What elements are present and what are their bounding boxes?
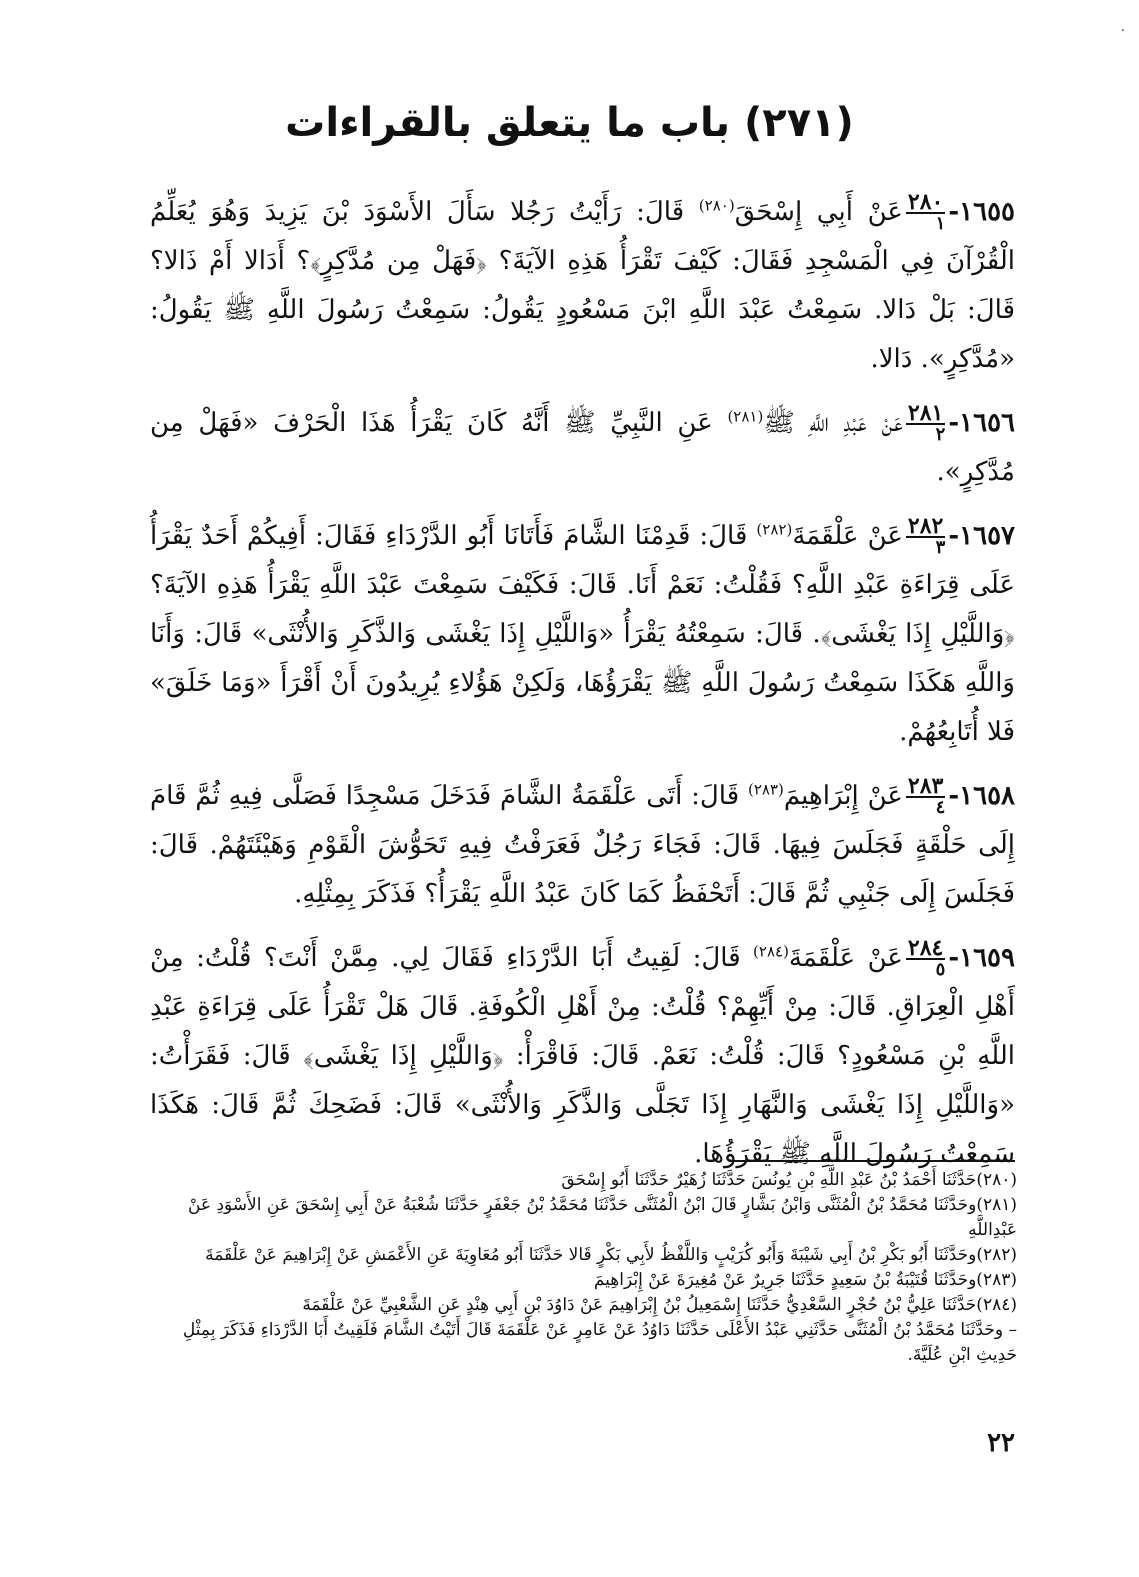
edge-mark: ٠	[1119, 22, 1127, 38]
ref-denominator: ١	[935, 213, 946, 234]
ref-numerator: ٢٨٤	[907, 935, 944, 961]
hadith-ref-fraction	[906, 513, 946, 558]
footnote-marker: (٢٨٢)	[756, 520, 793, 539]
hadith-ref-fraction	[906, 773, 946, 818]
footnote-marker: (٢٨٣)	[747, 780, 784, 799]
ref-denominator: ٢	[935, 424, 946, 445]
hadith-text: عَنِ النَّبِيِّ ﷺ أَنَّهُ كَانَ يَقْرَأُ هَذَا الْحَرْفَ «فَهَلْ مِن مُدَّكِرٍ».	[150, 408, 1015, 487]
footnote-marker: (٢٨٠)	[698, 196, 735, 215]
hadith-ref-fraction	[906, 400, 946, 445]
hadith-lead: عَنْ عَلْقَمَةَ	[792, 521, 903, 551]
footnote-line: (٢٨٢)وحَدَّثَنَا أَبُو بَكْرِ بْنُ أَبِي شَيْبَةَ وَأَبُو كُرَيْبٍ وَاللَّفْظُ لأَبِي بَكْرٍ قَالا حَدَّثَنَا أَبُو مُعَاوِيَةَ عَنِ الأَعْمَشِ عَنْ إِبْرَاهِيمَ عَنْ عَلْقَمَةَ	[205, 1245, 1017, 1265]
hadith-paragraph	[150, 934, 1015, 1179]
ref-denominator: ٤	[935, 797, 946, 818]
footnote-line: (٢٨٤)حَدَّثَنَا عَلِيُّ بْنُ حُجْرٍ السَّعْدِيُّ حَدَّثَنَا إِسْمَعِيلُ بْنُ إِبْرَاهِيمَ عَنْ دَاوُدَ بْنِ أَبِي هِنْدٍ عَنِ الشَّعْبِيِّ عَنْ عَلْقَمَةَ	[302, 1295, 1017, 1315]
hadith-number: ١٦٥٧-	[948, 521, 1015, 551]
hadith-text: قَالَ: رَأَيْتُ رَجُلا سَأَلَ الأَسْوَدَ بْنَ يَزِيدَ وَهُوَ يُعَلِّمُ الْقُرْآنَ فِي الْمَسْجِدِ فَقَالَ: كَيْفَ تَقْرَأُ هَذِهِ الآيَةَ؟ ﴿فَهَلْ مِن مُدَّكِرٍ﴾؟ أَدَالا أَمْ ذَالا؟ قَالَ: بَلْ دَالا. سَمِعْتُ عَبْدَ اللَّهِ ابْنَ مَسْعُودٍ يَقُولُ: سَمِعْتُ رَسُولَ اللَّهِ ﷺ يَقُولُ: «مُدَّكِرٍ». دَالا.	[150, 197, 1015, 374]
footnote-line: – وحَدَّثَنَا مُحَمَّدُ بْنُ الْمُثَنَّى حَدَّثَنِي عَبْدُ الأَعْلَى حَدَّثَنَا دَاوُدُ عَنْ عَامِرٍ عَنْ عَلْقَمَةَ قَالَ أَتَيْتُ الشَّامَ فَلَقِيتُ أَبَا الدَّرْدَاءِ فَذَكَرَ بِمِثْلِ حَدِيثِ ابْنِ عُلَيَّةَ.	[182, 1320, 1017, 1365]
chapter-title: (٢٧١) باب ما يتعلق بالقراءات	[285, 100, 854, 146]
hadith-number: ١٦٥٦-	[948, 408, 1015, 438]
footnote-divider	[729, 1160, 1015, 1162]
hadith-ref-fraction	[906, 935, 946, 980]
hadith-number: ١٦٥٩-	[948, 943, 1015, 973]
hadith-number: ١٦٥٨-	[948, 781, 1015, 811]
hadith-paragraph	[150, 399, 1015, 497]
hadith-paragraph	[150, 512, 1015, 757]
hadith-paragraph	[150, 772, 1015, 919]
hadith-lead: عَنْ عَلْقَمَةَ	[788, 943, 903, 973]
ref-numerator: ٢٨٢	[907, 513, 944, 539]
hadith-lead: عَنْ إِبْرَاهِيمَ	[783, 781, 903, 811]
ref-numerator: ٢٨٣	[907, 773, 944, 799]
hadith-number: ١٦٥٥-	[948, 197, 1015, 227]
hadith-text: قَالَ: قَدِمْنَا الشَّامَ فَأَتَانَا أَبُو الدَّرْدَاءِ فَقَالَ: أَفِيكُمْ أَحَدٌ يَقْرَأُ عَلَى قِرَاءَةِ عَبْدِ اللَّهِ؟ فَقُلْتُ: نَعَمْ أَنَا. قَالَ: فَكَيْفَ سَمِعْتَ عَبْدَ اللَّهِ يَقْرَأُ هَذِهِ الآيَةَ؟ ﴿وَاللَّيْلِ إِذَا يَغْشَى﴾. قَالَ: سَمِعْتُهُ يَقْرَأُ «وَاللَّيْلِ إِذَا يَغْشَى وَالذَّكَرِ وَالأُنْثَى» قَالَ: وَأَنَا وَاللَّهِ هَكَذَا سَمِعْتُ رَسُولَ اللَّهِ ﷺ يَقْرَؤُهَا، وَلَكِنْ هَؤُلاءِ يُرِيدُونَ أَنْ أَقْرَأَ «وَمَا خَلَقَ» فَلا أُتَابِعُهُمْ.	[150, 521, 1015, 747]
ref-numerator: ٢٨٠	[907, 189, 944, 215]
ref-numerator: ٢٨١	[907, 400, 944, 426]
hadith-lead: عَنْ عَبْدِ اللَّهِ ﷺ	[763, 408, 903, 438]
page-number: ٢٢	[987, 1428, 1015, 1458]
footnotes	[145, 1168, 1017, 1368]
footnote-marker: (٢٨٤)	[753, 942, 789, 961]
hadith-ref-fraction	[906, 189, 946, 234]
hadith-lead: عَنْ أَبِي إِسْحَقَ	[734, 197, 903, 227]
ref-denominator: ٣	[935, 537, 946, 558]
footnote-line: (٢٨١)وحَدَّثَنَا مُحَمَّدُ بْنُ الْمُثَنَّى وَابْنُ بَشَّارٍ قَالَ ابْنُ الْمُثَنَّى حَدَّثَنَا مُحَمَّدُ بْنُ جَعْفَرٍ حَدَّثَنَا شُعْبَةُ عَنْ أَبِي إِسْحَقَ عَنِ الأَسْوَدِ عَنْ عَبْدِاللَّهِ	[187, 1195, 1017, 1240]
hadith-text: قَالَ: أَتَى عَلْقَمَةُ الشَّامَ فَدَخَلَ مَسْجِدًا فَصَلَّى فِيهِ ثُمَّ قَامَ إِلَى حَلْقَةٍ فَجَلَسَ فِيهَا. قَالَ: فَجَاءَ رَجُلٌ فَعَرَفْتُ فِيهِ تَحَوُّشَ الْقَوْمِ وَهَيْئَتَهُمْ. قَالَ: فَجَلَسَ إِلَى جَنْبِي ثُمَّ قَالَ: أَتَحْفَظُ كَمَا كَانَ عَبْدُ اللَّهِ يَقْرَأُ؟ فَذَكَرَ بِمِثْلِهِ.	[150, 781, 1015, 909]
hadith-paragraph	[150, 188, 1015, 384]
hadith-body	[150, 188, 1015, 1194]
footnote-line: (٢٨٣)وحَدَّثَنَا قُتَيْبَةُ بْنُ سَعِيدٍ حَدَّثَنَا جَرِيرٌ عَنْ مُغِيرَةَ عَنْ إِبْرَاهِيمَ	[593, 1270, 1017, 1290]
footnote-marker: (٢٨١)	[727, 407, 764, 426]
hadith-text: قَالَ: لَقِيتُ أَبَا الدَّرْدَاءِ فَقَالَ لِي. مِمَّنْ أَنْتَ؟ قُلْتُ: مِنْ أَهْلِ الْعِرَاقِ. قَالَ: مِنْ أَيِّهِمْ؟ قُلْتُ: مِنْ أَهْلِ الْكُوفَةِ. قَالَ هَلْ تَقْرَأُ عَلَى قِرَاءَةِ عَبْدِ اللَّهِ بْنِ مَسْعُودٍ؟ قَالَ: قُلْتُ: نَعَمْ. قَالَ: فَاقْرَأْ: ﴿وَاللَّيْلِ إِذَا يَغْشَى﴾ قَالَ: فَقَرَأْتُ: «وَاللَّيْلِ إِذَا يَغْشَى وَالنَّهَارِ إِذَا تَجَلَّى وَالذَّكَرِ وَالأُنْثَى» قَالَ: فَضَحِكَ ثُمَّ قَالَ: هَكَذَا سَمِعْتُ رَسُولَ اللَّهِ ﷺ يَقْرَؤُهَا.	[150, 943, 1015, 1169]
footnote-line: (٢٨٠)حَدَّثَنَا أَحْمَدُ بْنُ عَبْدِ اللَّهِ بْنِ يُونُسَ حَدَّثَنَا زُهَيْرٌ حَدَّثَنَا أَبُو إِسْحَقَ	[561, 1170, 1017, 1190]
ref-denominator: ٥	[935, 959, 946, 980]
